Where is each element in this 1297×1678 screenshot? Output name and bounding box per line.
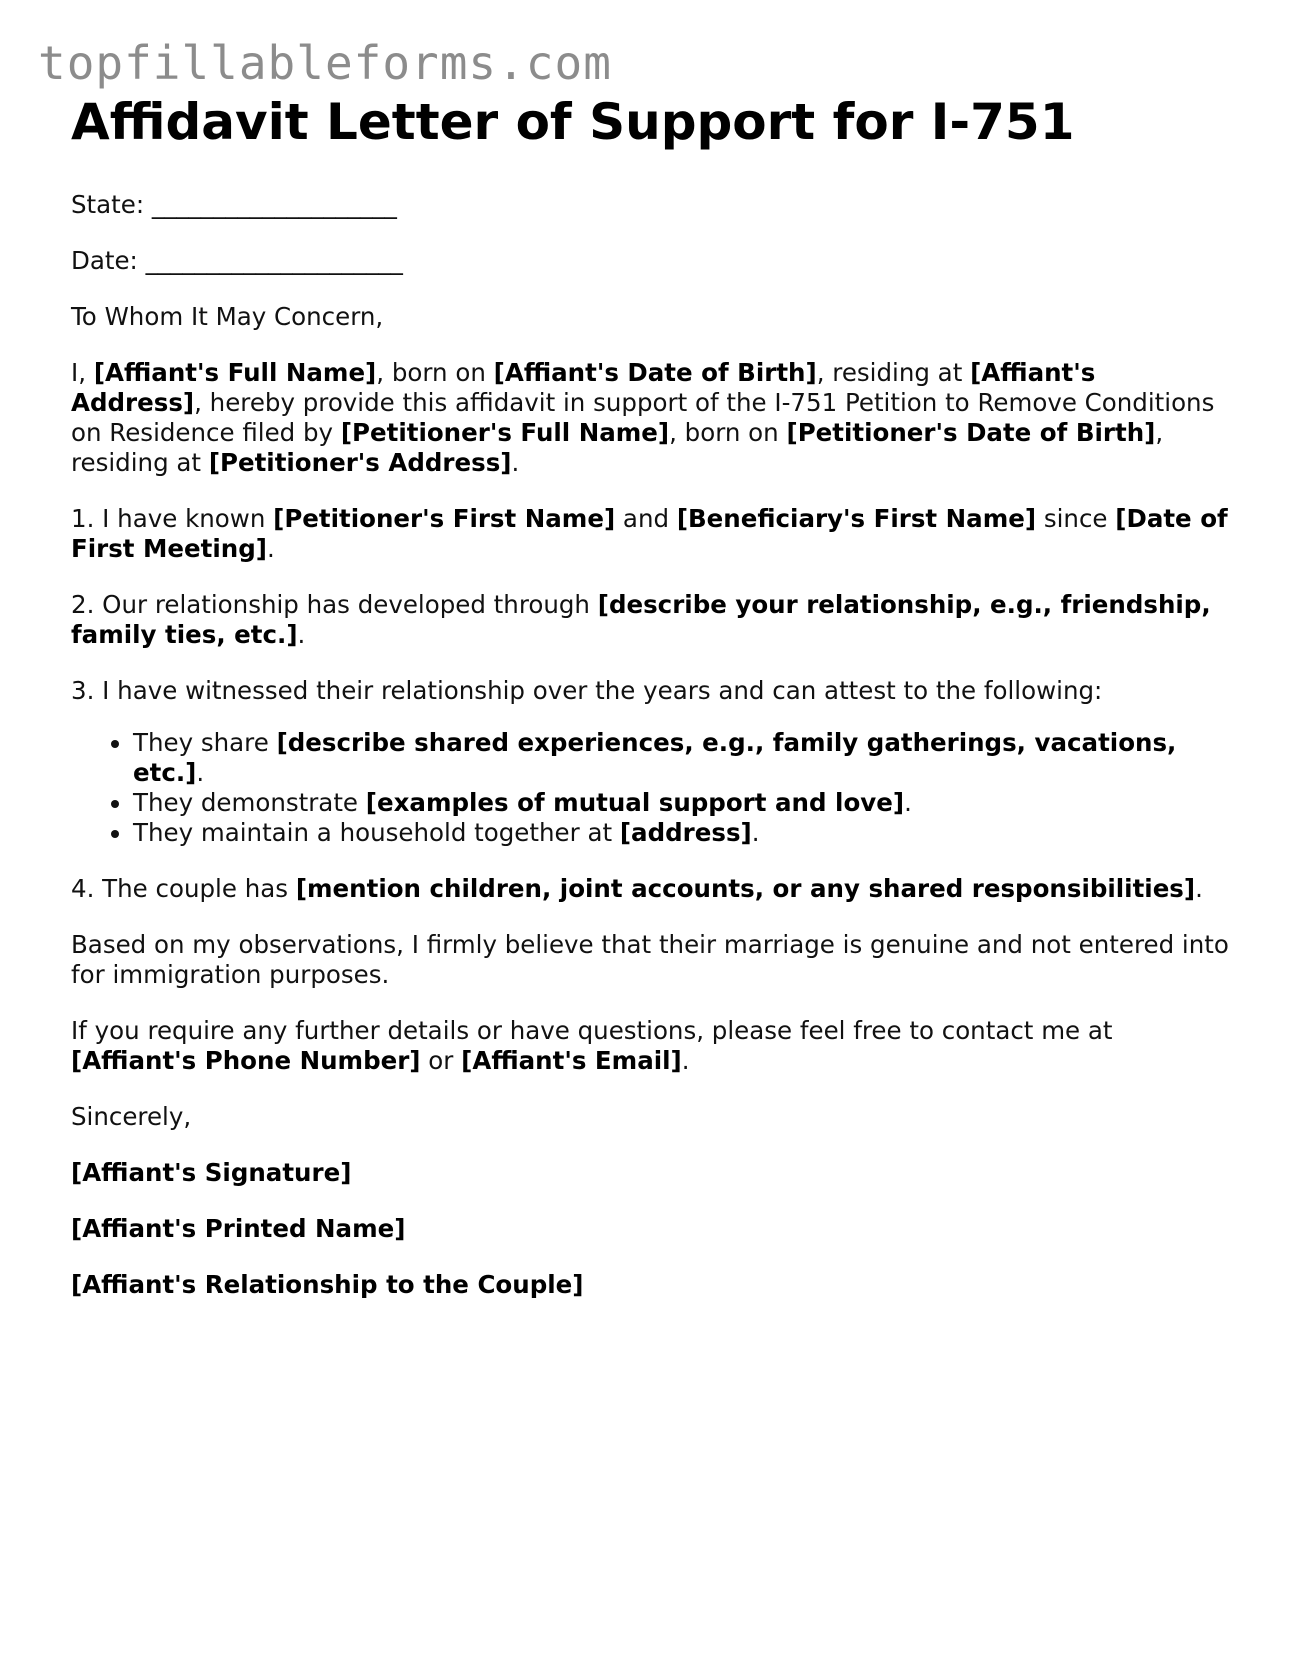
affiant-phone-placeholder: [Affiant's Phone Number] <box>71 1046 421 1075</box>
item-4 <box>71 874 1231 904</box>
intro-text: , residing at <box>71 418 1164 477</box>
item-1-text: 1. I have known <box>71 504 274 533</box>
relationship-placeholder: [describe your relationship, e.g., friendship, family ties, etc.] <box>71 590 1211 649</box>
list-item-text: They maintain a household together at <box>133 818 620 847</box>
attestation-list <box>71 728 1231 848</box>
affiant-address-placeholder: [Affiant's Address] <box>71 358 1096 417</box>
affiant-relationship-placeholder: [Affiant's Relationship to the Couple] <box>71 1270 584 1299</box>
list-item <box>133 788 1231 818</box>
date-field: Date: _____________________ <box>71 246 403 275</box>
contact-text: or <box>420 1046 462 1075</box>
item-2-text: 2. Our relationship has developed through <box>71 590 598 619</box>
shared-experiences-placeholder: [describe shared experiences, e.g., family gatherings, vacations, etc.] <box>133 728 1177 787</box>
petitioner-dob-placeholder: [Petitioner's Date of Birth] <box>786 418 1156 447</box>
list-item-text: . <box>751 818 760 847</box>
list-item-text: . <box>196 758 205 787</box>
intro-text: , residing at <box>816 358 971 387</box>
intro-text: I, <box>71 358 94 387</box>
item-4-text: . <box>1195 874 1203 903</box>
list-item-text: . <box>904 788 912 817</box>
affiant-dob-placeholder: [Affiant's Date of Birth] <box>493 358 817 387</box>
affiant-signature-placeholder: [Affiant's Signature] <box>71 1158 352 1187</box>
contact-paragraph <box>71 1016 1231 1076</box>
state-field: State: ____________________ <box>71 190 397 219</box>
affiant-email-placeholder: [Affiant's Email] <box>461 1046 682 1075</box>
intro-text: , hereby provide this affidavit in support of the I-751 Petition to Remove Conditions on Residence filed by <box>71 388 1215 447</box>
intro-paragraph <box>71 358 1231 478</box>
intro-text: , born on <box>669 418 787 447</box>
list-item <box>133 818 1231 848</box>
item-1-text: . <box>266 534 275 563</box>
site-watermark: topfillableforms.com <box>38 36 612 90</box>
first-meeting-placeholder: [Date of First Meeting] <box>71 504 1228 563</box>
intro-text: , born on <box>376 358 494 387</box>
intro-text: . <box>511 448 520 477</box>
petitioner-address-placeholder: [Petitioner's Address] <box>208 448 512 477</box>
contact-text: If you require any further details or have questions, please feel free to contact me at <box>71 1016 1113 1045</box>
closing: Sincerely, <box>71 1102 192 1131</box>
petitioner-first-name-placeholder: [Petitioner's First Name] <box>273 504 616 533</box>
item-1-text: since <box>1036 504 1116 533</box>
household-address-placeholder: [address] <box>619 818 752 847</box>
item-1 <box>71 504 1231 564</box>
item-1-text: and <box>615 504 677 533</box>
shared-responsibilities-placeholder: [mention children, joint accounts, or any shared responsibilities] <box>295 874 1196 903</box>
relationship-line <box>71 1270 1231 1300</box>
affiant-full-name-placeholder: [Affiant's Full Name] <box>93 358 377 387</box>
list-item-text: They demonstrate <box>133 788 366 817</box>
page-title: Affidavit Letter of Support for I-751 <box>71 93 1075 151</box>
item-2-text: . <box>297 620 306 649</box>
item-3: 3. I have witnessed their relationship over the years and can attest to the following: <box>71 676 1103 705</box>
item-2 <box>71 590 1231 650</box>
list-item-text: They share <box>133 728 277 757</box>
belief-paragraph: Based on my observations, I firmly believe that their marriage is genuine and not entered into for immigration purposes. <box>71 930 1229 989</box>
mutual-support-placeholder: [examples of mutual support and love] <box>365 788 905 817</box>
signature-line <box>71 1158 1231 1188</box>
petitioner-full-name-placeholder: [Petitioner's Full Name] <box>340 418 670 447</box>
beneficiary-first-name-placeholder: [Beneficiary's First Name] <box>676 504 1037 533</box>
item-4-text: 4. The couple has <box>71 874 296 903</box>
affiant-printed-name-placeholder: [Affiant's Printed Name] <box>71 1214 406 1243</box>
printed-name-line <box>71 1214 1231 1244</box>
salutation: To Whom It May Concern, <box>71 302 384 331</box>
contact-text: . <box>681 1046 690 1075</box>
affidavit-document <box>71 92 1231 1326</box>
list-item <box>133 728 1231 788</box>
